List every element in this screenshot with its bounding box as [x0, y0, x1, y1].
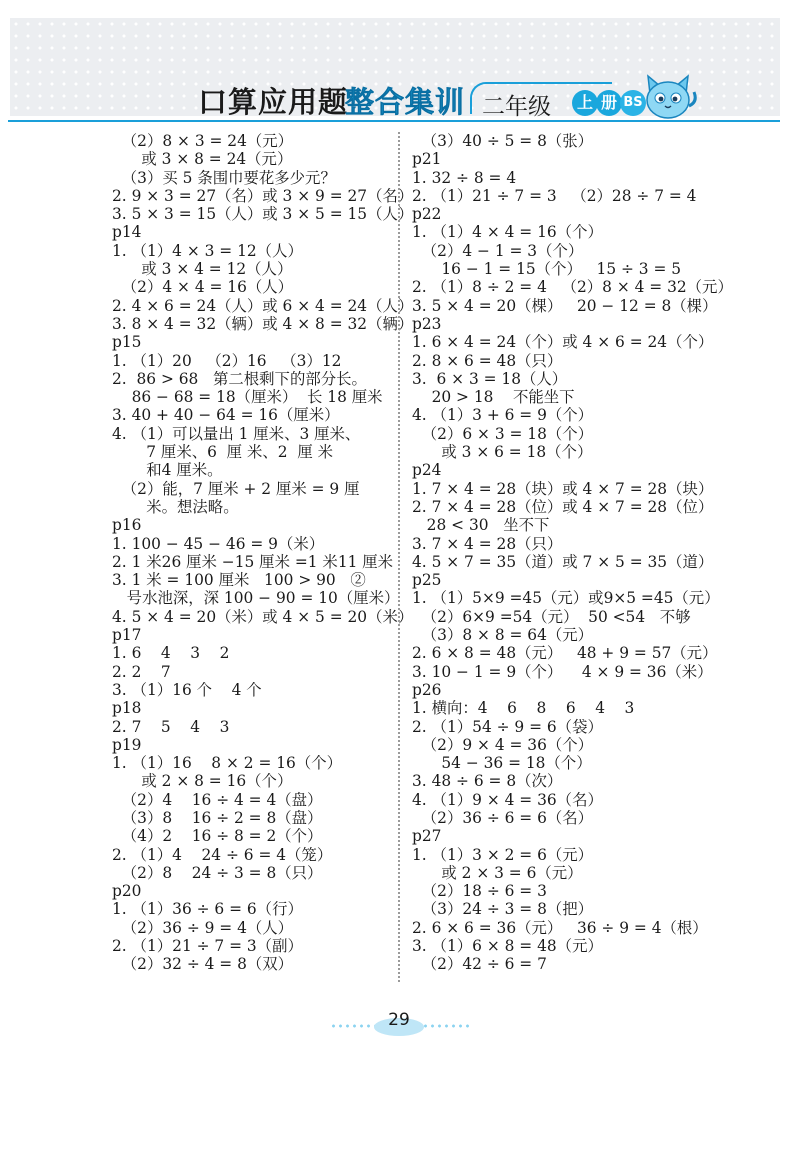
answer-line: （3）8 16 ÷ 2 = 8（盘）	[112, 808, 323, 827]
answer-line: （2）6 × 3 = 18（个）	[412, 424, 594, 443]
answer-line: 3. 6 × 3 = 18（人）	[412, 369, 568, 388]
answer-line: 号水池深，深 100 − 90 = 10（厘米）	[112, 589, 400, 608]
column-divider	[398, 132, 400, 982]
answer-line: 或 2 × 8 = 16（个）	[112, 772, 293, 791]
answer-line: 2. 4 × 6 = 24（人）或 6 × 4 = 24（人）	[112, 296, 414, 315]
answer-line: （3）40 ÷ 5 = 8（张）	[412, 132, 594, 150]
answer-line: p24	[412, 461, 442, 480]
answer-line: 2. 86 > 68 第二根剩下的部分长。	[112, 369, 367, 388]
answer-line: 1. （1）16 8 × 2 = 16（个）	[112, 754, 343, 773]
answer-line: 3. 48 ÷ 6 = 8（次）	[412, 772, 563, 791]
answer-line: 1. （1）4 × 3 = 12（人）	[112, 241, 303, 260]
answer-line: 1. 6 × 4 = 24（个）或 4 × 6 = 24（个）	[412, 333, 714, 352]
answer-line: （2）18 ÷ 6 = 3	[412, 882, 547, 901]
answer-line: 1. （1）20 （2）16 （3）12	[112, 351, 342, 370]
answer-line: （2）8 × 3 = 24（元）	[112, 132, 294, 150]
answer-line: 28 < 30 坐不下	[412, 516, 550, 535]
answer-line: 1. （1）5×9 =45（元）或9×5 =45（元）	[412, 589, 720, 608]
answer-line: 4. （1）9 × 4 = 36（名）	[412, 790, 603, 809]
answer-line: 3. 5 × 3 = 15（人）或 3 × 5 = 15（人）	[112, 205, 414, 224]
answer-line: （3）买 5 条围巾要花多少元？	[112, 168, 336, 187]
answer-line: 2. 6 × 6 = 36（元） 36 ÷ 9 = 4（根）	[412, 918, 708, 937]
answer-line: p20	[112, 882, 142, 901]
answer-line: 3. 7 × 4 = 28（只）	[412, 534, 563, 553]
answer-line: 3. 5 × 4 = 20（棵） 20 − 12 = 8（棵）	[412, 296, 718, 315]
header-rule	[8, 120, 780, 122]
answer-line: 或 3 × 8 = 24（元）	[112, 150, 293, 169]
answer-line: （2）能，7 厘米 + 2 厘米 = 9 厘	[112, 479, 360, 498]
answer-line: p18	[112, 699, 142, 718]
page-number: 29	[388, 1010, 410, 1030]
answer-line: p22	[412, 205, 442, 224]
answer-line: 3. （1）16 个 4 个	[112, 680, 262, 699]
answer-line: 1. 7 × 4 = 28（块）或 4 × 7 = 28（块）	[412, 479, 714, 498]
answer-line: 3. 10 − 1 = 9（个） 4 × 9 = 36（米）	[412, 662, 713, 681]
answer-line: （2）6×9 =54（元） 50 <54 不够	[412, 607, 691, 626]
answer-line: （4）2 16 ÷ 8 = 2（个）	[112, 827, 323, 846]
answer-line: p25	[412, 571, 442, 590]
answer-line: p21	[412, 150, 442, 169]
answer-line: 20 > 18 不能坐下	[412, 388, 575, 407]
answer-line: p17	[112, 626, 142, 645]
answer-line: 2. 2 7	[112, 662, 171, 681]
answer-line: 86 − 68 = 18（厘米） 长 18 厘米	[112, 388, 383, 407]
answer-column-right	[412, 132, 792, 974]
answer-line: 2. 9 × 3 = 27（名）或 3 × 9 = 27（名）	[112, 186, 414, 205]
answer-line: 4. （1）可以量出 1 厘米、3 厘米、	[112, 424, 361, 443]
answer-line: p14	[112, 223, 142, 242]
footer-dots-left	[330, 1024, 380, 1028]
answer-line: p26	[412, 680, 442, 699]
answer-line: 2. 7 × 4 = 28（位）或 4 × 7 = 28（位）	[412, 497, 714, 516]
answer-line: 1. （1）3 × 2 = 6（元）	[412, 845, 594, 864]
answer-line: 或 2 × 3 = 6（元）	[412, 863, 583, 882]
answer-line: （2）4 − 1 = 3（个）	[412, 241, 584, 260]
answer-line: 2. 6 × 8 = 48（元） 48 + 9 = 57（元）	[412, 644, 718, 663]
answer-line: 2. （1）54 ÷ 9 = 6（袋）	[412, 717, 603, 736]
answer-line: 2. （1）21 ÷ 7 = 3（副）	[112, 937, 303, 956]
answer-line: p27	[412, 827, 442, 846]
answer-line: 4. 5 × 7 = 35（道）或 7 × 5 = 35（道）	[412, 552, 714, 571]
answer-line: （2）4 × 4 = 16（人）	[112, 278, 294, 297]
answer-line: 3. 1 米 = 100 厘米 100 > 90 ②	[112, 571, 366, 590]
volume-badge-upper: 上	[572, 90, 598, 116]
answer-line: （2）8 24 ÷ 3 = 8（只）	[112, 863, 323, 882]
answer-line: 2. （1）8 ÷ 2 = 4 （2）8 × 4 = 32（元）	[412, 278, 733, 297]
answer-line: p16	[112, 516, 142, 535]
book-title-main: 口算应用题	[198, 85, 349, 119]
answer-line: 米。想法略。	[112, 497, 239, 516]
answer-line: （3）8 × 8 = 64（元）	[412, 626, 594, 645]
answer-line: 4. （1）3 + 6 = 9（个）	[412, 406, 594, 425]
answer-line: （2）36 ÷ 9 = 4（人）	[112, 918, 294, 937]
answer-line: 或 3 × 6 = 18（个）	[412, 443, 593, 462]
answer-line: 2. 7 5 4 3	[112, 717, 230, 736]
book-title-accent: 整合集训	[345, 85, 466, 119]
answer-line: 54 − 36 = 18（个）	[412, 754, 592, 773]
answer-line: 或 3 × 4 = 12（人）	[112, 260, 293, 279]
cat-mascot-icon	[642, 72, 698, 122]
answer-line: （2）9 × 4 = 36（个）	[412, 735, 594, 754]
answer-line: p19	[112, 735, 142, 754]
answer-line: 2. （1）4 24 ÷ 6 = 4（笼）	[112, 845, 333, 864]
footer-dots-right	[422, 1024, 472, 1028]
answer-line: 3. （1）6 × 8 = 48（元）	[412, 937, 603, 956]
answer-line: 1. 32 ÷ 8 = 4	[412, 168, 517, 187]
answer-line: （2）4 16 ÷ 4 = 4（盘）	[112, 790, 323, 809]
volume-badge-book: 册	[596, 90, 622, 116]
answer-line: 7 厘米、6 厘 米、2 厘 米	[112, 443, 333, 462]
answer-line: p23	[412, 314, 442, 333]
answer-line: 16 − 1 = 15（个） 15 ÷ 3 = 5	[412, 260, 682, 279]
answer-line: （2）42 ÷ 6 = 7	[412, 955, 547, 974]
answer-line: 和4 厘米。	[112, 461, 223, 480]
answer-line: 1. （1）4 × 4 = 16（个）	[412, 223, 603, 242]
answer-line: p15	[112, 333, 142, 352]
answer-line: 3. 40 + 40 − 64 = 16（厘米）	[112, 406, 340, 425]
answer-line: 3. 8 × 4 = 32（辆）或 4 × 8 = 32（辆）	[112, 314, 414, 333]
answer-line: （3）24 ÷ 3 = 8（把）	[412, 900, 594, 919]
answer-line: 1. 100 − 45 − 46 = 9（米）	[112, 534, 325, 553]
answer-line: 4. 5 × 4 = 20（米）或 4 × 5 = 20（米）	[112, 607, 414, 626]
answer-line: （2）36 ÷ 6 = 6（名）	[412, 808, 594, 827]
answer-line: 1. 6 4 3 2	[112, 644, 230, 663]
answer-line: 1. 横向：4 6 8 6 4 3	[412, 699, 635, 718]
answer-line: 2. 1 米26 厘米 −15 厘米 =1 米11 厘米	[112, 552, 394, 571]
answer-line: 2. （1）21 ÷ 7 = 3 （2）28 ÷ 7 = 4	[412, 186, 697, 205]
edition-badge: BS	[620, 90, 646, 116]
answer-line: （2）32 ÷ 4 = 8（双）	[112, 955, 294, 974]
answer-line: 2. 8 × 6 = 48（只）	[412, 351, 563, 370]
grade-label: 二年级	[482, 94, 551, 120]
answer-line: 1. （1）36 ÷ 6 = 6（行）	[112, 900, 303, 919]
